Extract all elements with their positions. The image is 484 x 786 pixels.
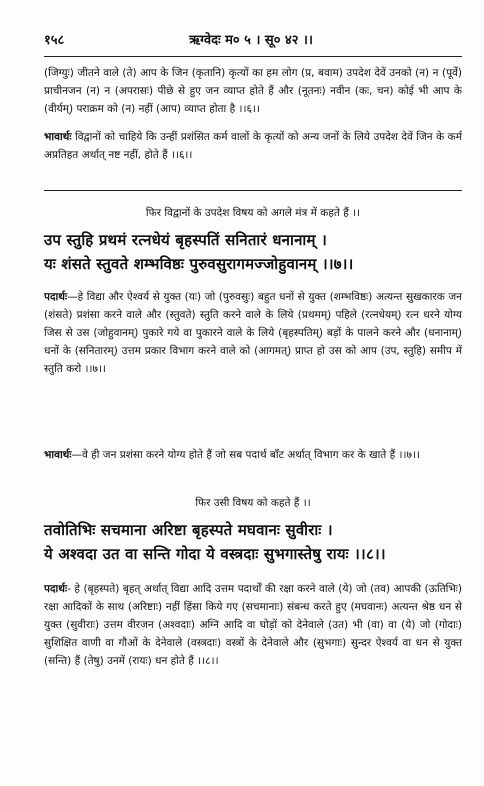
bhavartha-label: भावार्थः — [44, 131, 72, 143]
running-title: ऋग्वेदः म० ५ । सू० ४२ ।। — [189, 33, 313, 48]
paragraph-padartha-6 — [44, 64, 462, 118]
mantra-8 — [44, 518, 462, 566]
mantra-line: तवोतिभिः सचमाना अरिष्टा बृहस्पते मघवानः सुवीराः । — [44, 521, 333, 539]
section-divider — [44, 190, 462, 191]
subject-heading — [44, 204, 462, 222]
header-rule — [44, 56, 462, 57]
paragraph-bhavartha-6 — [44, 128, 462, 164]
paragraph-text: विद्वानों को चाहिये कि उन्हीं प्रशंसित कर्म वालों के कृत्यों को अन्य जनों के लिये उपदेश देवें जिन के कर्म अप्रतिहत अर्थात् नष्ट नहीं, होते हैं ।।६।। — [44, 131, 462, 161]
paragraph-padartha-8 — [44, 580, 462, 670]
padartha-label: पदार्थः — [44, 291, 68, 303]
bhavartha-label: भावार्थः — [44, 449, 72, 461]
page-number: १५८ — [44, 33, 65, 48]
mantra-line: ये अश्वदा उत वा सन्ति गोदा ये वस्त्रदाः सुभगास्तेषु रायः ।।८।। — [44, 545, 386, 563]
paragraph-text: - हे (बृहस्पते) बृहत् अर्थात् विद्या आदि उत्तम पदार्थों की रक्षा करने वाले (ये) जो (तव) आपकी (ऊतिभिः) रक्षा आदिकों के साथ (अरिष्टाः) नहीं हिंसा किये गए (सचमानाः) संबन्ध करते हुए (मघवानः) अत्यन्त श्रेष्ठ धन से युक्त (सुवीराः) उत्तम वीरजन (अश्वदाः) अग्नि आदि वा घोड़ों को देनेवाले (उत) भी (वा) वा (ये) जो (गोदाः) सुशिक्षित वाणी वा गौओं के देनेवाले (वस्त्रदाः) वस्त्रों के देनेवाले और (सुभगाः) सुन्दर ऐश्वर्य वा धन से युक्त (सन्ति) हैं (तेषु) उनमें (रायः) धन होते हैं ।।८।। — [44, 583, 462, 667]
page-header — [44, 30, 458, 50]
mantra-line: उप स्तुहि प्रथमं रत्नधेयं बृहस्पतिं सनितारं धनानाम् । — [44, 231, 327, 249]
paragraph-bhavartha-7 — [44, 446, 462, 464]
paragraph-text: —हे विद्या और ऐश्वर्य से युक्त (यः) जो (पुरुवसुः) बहुत धनों से युक्त (शम्भविष्ठः) अत्यन्त सुखकारक जन (शंसते) प्रशंसा करने वाले और (स्तुवते) स्तुति करने वाले के लिये (प्रथमम्) पहिले (रत्नधेयम्) रत्न धरने योग्य जिस से उस (जोहुवानम्) पुकारे गये वा पुकारने वाले के लिये (बृहस्पतिम्) बड़ों के पालने करने और (धनानाम्) धनों के (सनितारम्) उत्तम प्रकार विभाग करने वाले को (आगमत्) प्राप्त हो उस को आप (उप, स्तुहि) समीप में स्तुति करो ।।७।। — [44, 291, 462, 375]
heading-text: फिर विद्वानों के उपदेश विषय को अगले मंत्र में कहते हैं ।। — [145, 207, 361, 219]
mantra-line: यः शंसते स्तुवते शम्भविष्ठः पुरुवसुरागमज्जोहुवानम् ।।७।। — [44, 255, 354, 273]
paragraph-padartha-7 — [44, 288, 462, 378]
paragraph-text: —वे ही जन प्रशंसा करने योग्य होते हैं जो सब पदार्थ बाँट अर्थात् विभाग कर के खाते हैं ।।७।। — [71, 449, 420, 461]
paragraph-text: (जिग्युः) जीतने वाले (ते) आप के जिन (कृतानि) कृत्यों का हम लोग (प्र, बवाम) उपदेश देवें उनको (न) न (पूर्वे) प्राचीनजन (न) न (अपरासः) पीछे से हुए जन व्याप्त होते हैं और (नूतनः) नवीन (कः, चन) कोई भी आप के (वीर्यम्) पराक्रम को (न) नहीं (आप) व्याप्त होता है ।।६।। — [44, 67, 462, 115]
padartha-label: पदार्थः — [44, 583, 68, 595]
mantra-7 — [44, 228, 462, 276]
heading-text: फिर उसी विषय को कहते हैं ।। — [195, 497, 311, 509]
subject-heading — [44, 494, 462, 512]
